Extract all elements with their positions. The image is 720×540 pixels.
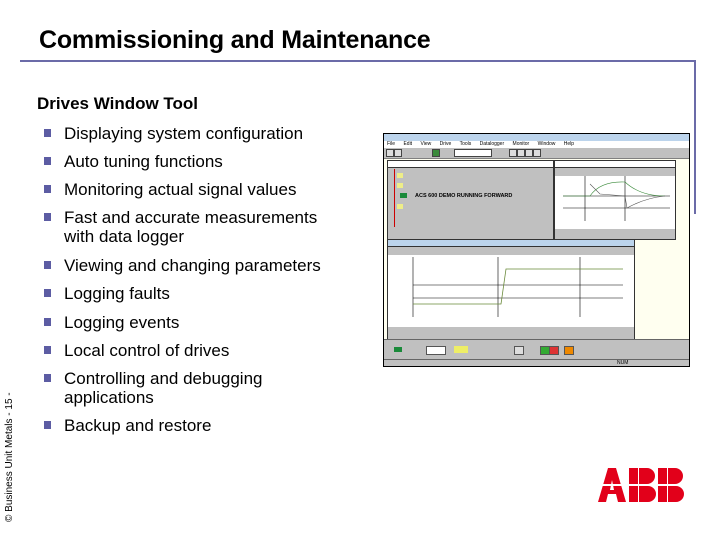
- tree-node-icon: [397, 173, 403, 178]
- bullet-icon: [44, 346, 51, 354]
- menu-file: File: [387, 141, 396, 147]
- bullet-icon: [44, 157, 51, 165]
- drive-icon: [394, 347, 402, 352]
- toolbar-field: [454, 149, 492, 157]
- bullet-icon: [44, 185, 51, 193]
- toolbar-button: [386, 149, 394, 157]
- copyright-text: © Business Unit Metals - 15 -: [4, 392, 15, 522]
- header-divider: [20, 60, 696, 62]
- app-toolbar: [384, 148, 689, 159]
- start-button: [454, 346, 468, 353]
- toolbar-button: [525, 149, 533, 157]
- menu-window: Window: [537, 141, 556, 147]
- menu-drive: Drive: [439, 141, 452, 147]
- drive-icon: [400, 193, 407, 198]
- menu-edit: Edit: [403, 141, 413, 147]
- window-title: [388, 240, 634, 247]
- toolbar-button: [517, 149, 525, 157]
- monitor-toolbar: [555, 168, 675, 176]
- bullet-icon: [44, 261, 51, 269]
- menu-datalogger: Datalogger: [479, 141, 505, 147]
- drive-status: ACS 600 DEMO RUNNING FORWARD: [415, 193, 513, 199]
- reset-button: [564, 346, 574, 355]
- datalogger-window: [387, 239, 635, 340]
- toolbar-button: [394, 149, 402, 157]
- app-title-bar: [384, 134, 689, 141]
- monitor-window: [554, 160, 676, 240]
- menu-view: View: [420, 141, 432, 147]
- window-title: [388, 161, 553, 168]
- bullet-icon: [44, 374, 51, 382]
- num-lock-indicator: NUM: [617, 360, 629, 366]
- window-title: [555, 161, 675, 168]
- toolbar-button: [509, 149, 517, 157]
- menu-monitor: Monitor: [512, 141, 530, 147]
- header-divider-vertical: [694, 60, 696, 214]
- control-button: [514, 346, 524, 355]
- bullet-icon: [44, 421, 51, 429]
- drive-control-panel: [384, 339, 689, 360]
- bullet-icon: [44, 289, 51, 297]
- page-title: Commissioning and Maintenance: [39, 26, 431, 54]
- bullet-icon: [44, 318, 51, 326]
- datalogger-legend: [388, 327, 634, 339]
- drives-window-screenshot: [383, 133, 690, 367]
- toolbar-button: [533, 149, 541, 157]
- tree-node-icon: [397, 183, 403, 188]
- toolbar-button: [432, 149, 440, 157]
- app-status-bar: [384, 359, 689, 367]
- menu-tools: Tools: [459, 141, 472, 147]
- datalogger-toolbar: [388, 247, 634, 255]
- system-configuration-window: [387, 160, 554, 240]
- bullet-icon: [44, 213, 51, 221]
- monitor-legend: [555, 229, 675, 239]
- section-title: Drives Window Tool: [37, 94, 199, 113]
- bullet-icon: [44, 129, 51, 137]
- menu-help: Help: [563, 141, 575, 147]
- app-menu-bar: [384, 141, 690, 148]
- tree-node-icon: [397, 204, 403, 209]
- control-button: [549, 346, 559, 355]
- reference-field: [426, 346, 446, 355]
- datalogger-plot: [388, 255, 632, 325]
- abb-logo: [598, 468, 684, 502]
- monitor-plot: [555, 176, 673, 226]
